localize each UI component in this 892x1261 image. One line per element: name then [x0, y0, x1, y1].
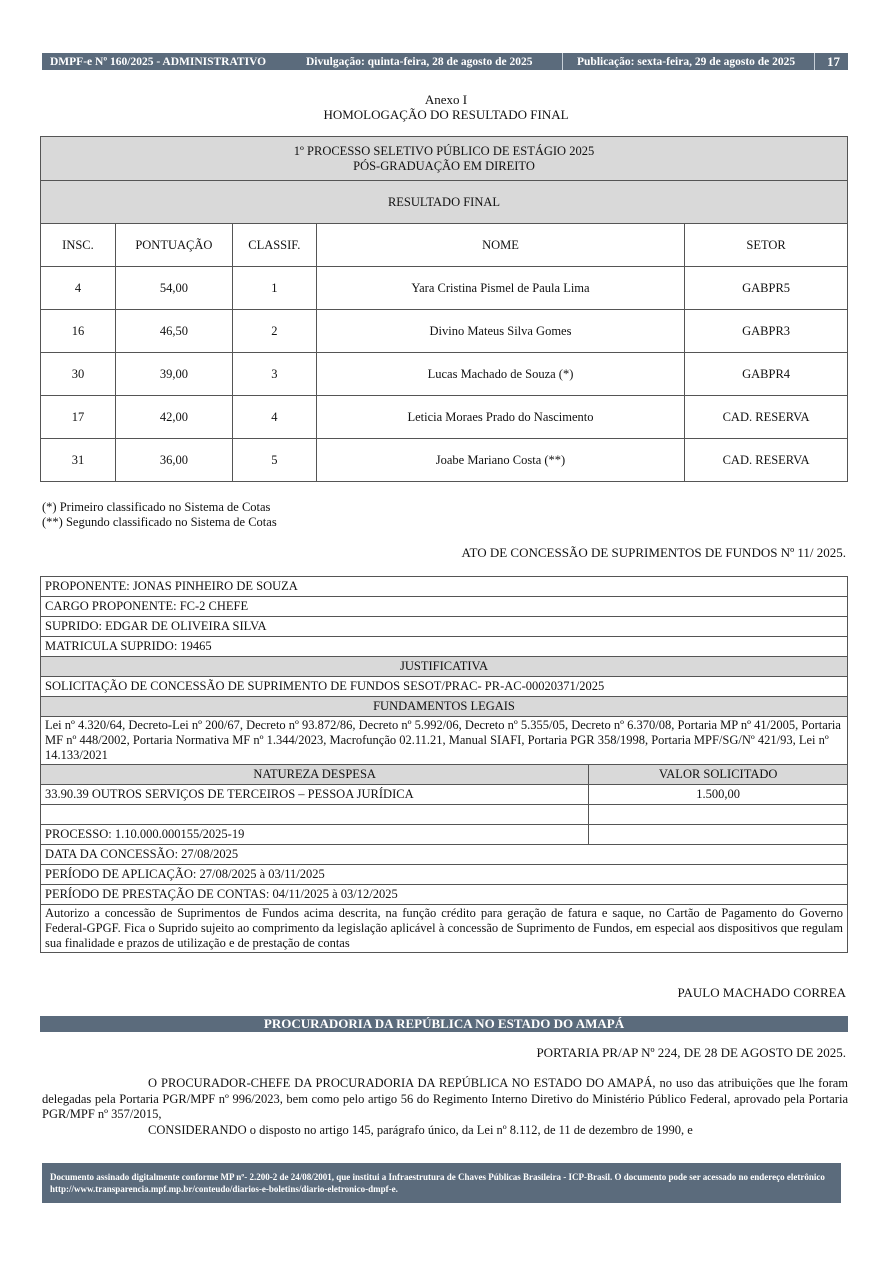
table-row: [41, 267, 848, 310]
table-cell: 17: [41, 396, 116, 439]
data-concessao: DATA DA CONCESSÃO: 27/08/2025: [41, 845, 848, 865]
portaria-body: [42, 1076, 848, 1138]
natureza-despesa: 33.90.39 OUTROS SERVIÇOS DE TERCEIROS – PESSOA JURÍDICA: [41, 785, 589, 805]
table-row: [41, 396, 848, 439]
table-cell: CAD. RESERVA: [685, 439, 848, 482]
autorizo-text: Autorizo a concessão de Suprimentos de Fundos acima descrita, na função crédito para geração de fatura e saque, no Cartão de Pagamento do Governo Federal-GPGF. Fica o Suprido sujeito ao comprimento da legislação aplicável à concessão de Suprimento de Fundos, em especial aos dispositivos que regulam sua finalidade e prazos de utilização e de prestação de contas: [41, 905, 848, 953]
table-header-row: [41, 224, 848, 267]
periodo-prestacao: PERÍODO DE PRESTAÇÃO DE CONTAS: 04/11/2025 à 03/12/2025: [41, 885, 848, 905]
column-header: SETOR: [685, 224, 848, 267]
result-table-title: 1º PROCESSO SELETIVO PÚBLICO DE ESTÁGIO 2025 PÓS-GRADUAÇÃO EM DIREITO: [41, 137, 848, 181]
result-table-subtitle: RESULTADO FINAL: [41, 181, 848, 224]
paragraph: O PROCURADOR-CHEFE DA PROCURADORIA DA REPÚBLICA NO ESTADO DO AMAPÁ, no uso das atribuições que lhe foram delegadas pela Portaria PGR/MPF nº 996/2023, bem como pelo artigo 56 do Regimento Interno Diretivo do Ministério Público Federal, aprovado pela Portaria PGR/MPF nº 357/2015,: [42, 1076, 848, 1121]
table-cell: Leticia Moraes Prado do Nascimento: [316, 396, 684, 439]
empty-cell: [589, 805, 848, 825]
footnotes: [42, 500, 277, 530]
table-cell: 46,50: [115, 310, 232, 353]
table-cell: Yara Cristina Pismel de Paula Lima: [316, 267, 684, 310]
page-number: 17: [827, 53, 840, 69]
portaria-title: PORTARIA PR/AP Nº 224, DE 28 DE AGOSTO DE 2025.: [536, 1045, 846, 1060]
table-row: [41, 439, 848, 482]
table-cell: 4: [232, 396, 316, 439]
table-cell: Lucas Machado de Souza (*): [316, 353, 684, 396]
table-cell: GABPR5: [685, 267, 848, 310]
footnote: (*) Primeiro classificado no Sistema de Cotas: [42, 500, 271, 514]
annex-title: HOMOLOGAÇÃO DO RESULTADO FINAL: [323, 107, 569, 122]
suprido: SUPRIDO: EDGAR DE OLIVEIRA SILVA: [41, 617, 848, 637]
justificativa: SOLICITAÇÃO DE CONCESSÃO DE SUPRIMENTO DE FUNDOS SESOT/PRAC- PR-AC-00020371/2025: [41, 677, 848, 697]
table-cell: Joabe Mariano Costa (**): [316, 439, 684, 482]
fundamentos-label: FUNDAMENTOS LEGAIS: [41, 697, 848, 717]
natureza-label: NATUREZA DESPESA: [41, 765, 589, 785]
table-cell: 30: [41, 353, 116, 396]
table-cell: GABPR4: [685, 353, 848, 396]
table-cell: GABPR3: [685, 310, 848, 353]
table-cell: 31: [41, 439, 116, 482]
header-separator: [562, 53, 563, 70]
table-cell: CAD. RESERVA: [685, 396, 848, 439]
table-cell: 5: [232, 439, 316, 482]
paragraph: CONSIDERANDO o disposto no artigo 145, parágrafo único, da Lei nº 8.112, de 11 de dezembro de 1990, e: [148, 1122, 693, 1137]
column-header: PONTUAÇÃO: [115, 224, 232, 267]
table-cell: 1: [232, 267, 316, 310]
table-cell: 2: [232, 310, 316, 353]
column-header: NOME: [316, 224, 684, 267]
annex-heading: [0, 92, 892, 122]
empty-cell: [589, 825, 848, 845]
table-cell: 54,00: [115, 267, 232, 310]
table-cell: 42,00: [115, 396, 232, 439]
cargo-proponente: CARGO PROPONENTE: FC-2 CHEFE: [41, 597, 848, 617]
table-cell: 36,00: [115, 439, 232, 482]
valor-solicitado: 1.500,00: [589, 785, 848, 805]
ato-title: ATO DE CONCESSÃO DE SUPRIMENTOS DE FUNDOS Nº 11/ 2025.: [461, 545, 846, 560]
column-header: INSC.: [41, 224, 116, 267]
table-row: [41, 310, 848, 353]
signer-name: PAULO MACHADO CORREA: [677, 985, 846, 1000]
proponente: PROPONENTE: JONAS PINHEIRO DE SOUZA: [41, 577, 848, 597]
valor-label: VALOR SOLICITADO: [589, 765, 848, 785]
header-bar: [42, 53, 848, 70]
table-cell: 39,00: [115, 353, 232, 396]
table-cell: 3: [232, 353, 316, 396]
matricula: MATRICULA SUPRIDO: 19465: [41, 637, 848, 657]
table-cell: Divino Mateus Silva Gomes: [316, 310, 684, 353]
footnote: (**) Segundo classificado no Sistema de Cotas: [42, 515, 277, 529]
processo: PROCESSO: 1.10.000.000155/2025-19: [41, 825, 589, 845]
table-cell: 16: [41, 310, 116, 353]
table-cell: 4: [41, 267, 116, 310]
column-header: CLASSIF.: [232, 224, 316, 267]
result-table: [40, 136, 848, 482]
annex-label: Anexo I: [424, 92, 468, 107]
empty-cell: [41, 805, 589, 825]
section-title: PROCURADORIA DA REPÚBLICA NO ESTADO DO AMAPÁ: [40, 1016, 848, 1032]
journal-title: DMPF-e Nº 160/2025 - ADMINISTRATIVO: [50, 55, 267, 68]
periodo-aplicacao: PERÍODO DE APLICAÇÃO: 27/08/2025 à 03/11/2025: [41, 865, 848, 885]
footer-signature-notice: Documento assinado digitalmente conforme MP nº- 2.200-2 de 24/08/2001, que institui a Infraestrutura de Chaves Públicas Brasileira - ICP-Brasil. O documento pode ser acessado no endereço eletrônico http://www.transparencia.mpf.mp.br/conteudo/diarios-e-boletins/diario-eletronico-dmpf-e.: [42, 1163, 841, 1203]
header-separator: [814, 53, 815, 70]
justificativa-label: JUSTIFICATIVA: [41, 657, 848, 677]
ato-table: [40, 576, 848, 953]
table-row: [41, 353, 848, 396]
fundamentos: Lei nº 4.320/64, Decreto-Lei nº 200/67, Decreto nº 93.872/86, Decreto nº 5.992/06, Decreto nº 5.355/05, Decreto nº 6.370/08, Portaria MP nº 41/2005, Portaria MF nº 448/2002, Portaria Normativa MF nº 1.344/2023, Macrofunção 02.11.21, Manual SIAFI, Portaria PGR 358/1998, Portaria MPF/SG/Nº 421/93, Lei nº 14.133/2021: [41, 717, 848, 765]
divulgacao-date: Divulgação: quinta-feira, 28 de agosto de 2025: [306, 55, 533, 68]
publicacao-date: Publicação: sexta-feira, 29 de agosto de 2025: [577, 55, 796, 68]
